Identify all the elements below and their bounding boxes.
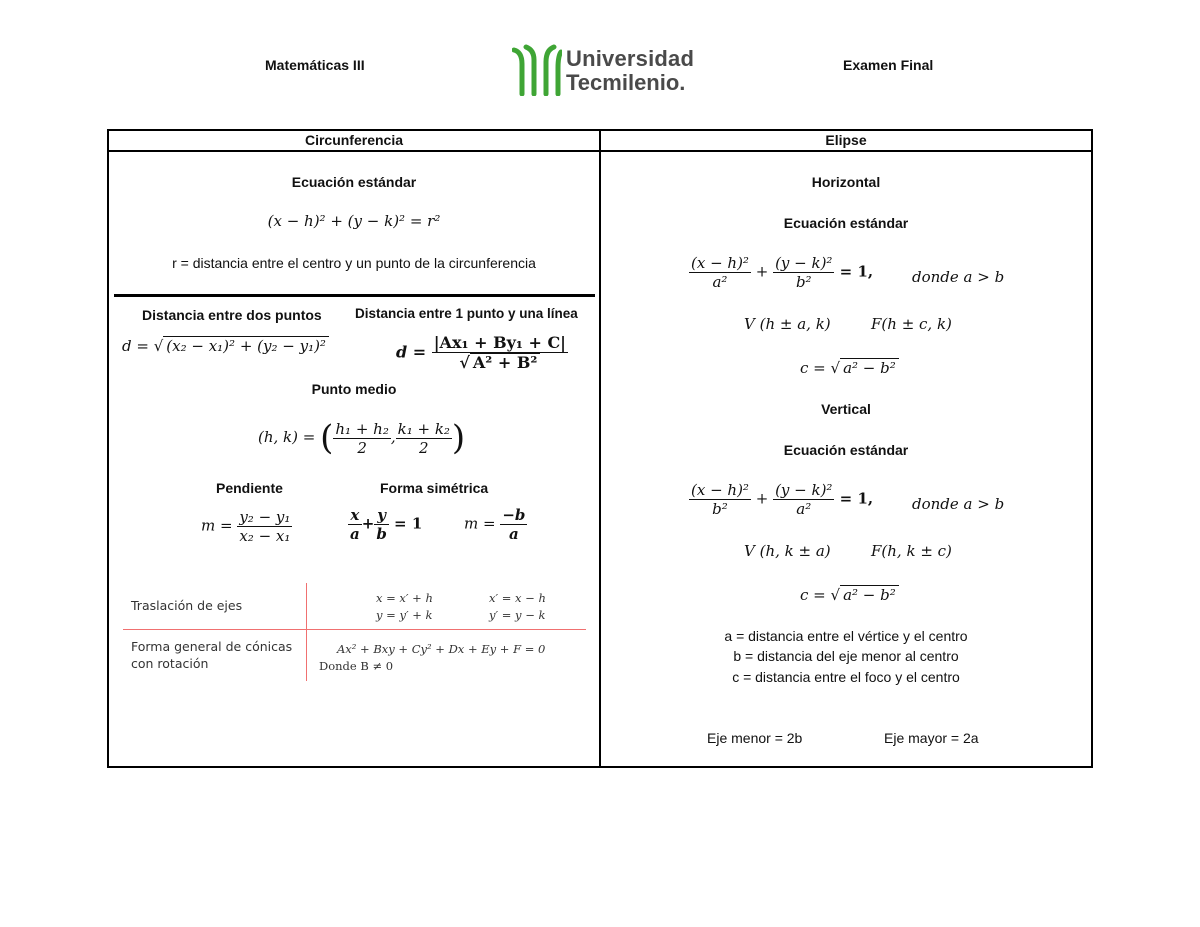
translation-x: x = x′ + h	[376, 591, 433, 605]
h-num-y: (y − k)²	[775, 254, 833, 272]
distance-formula: d = √ (x₂ − x₁)² + (y₂ − y₁)²	[122, 336, 329, 355]
h-den-y: b²	[795, 273, 812, 291]
horizontal-title: Horizontal	[811, 174, 881, 190]
translation-xprime: x′ = x − h	[489, 591, 546, 605]
v-c-radicand: a² − b²	[840, 585, 899, 604]
slope-denominator: x₂ − x₁	[239, 527, 291, 545]
midpoint-den-k: 2	[418, 438, 429, 457]
midpoint-lhs: (h, k) =	[258, 428, 321, 446]
sym-a: a	[350, 525, 360, 543]
midpoint-num-k: k₁ + k₂	[397, 419, 450, 438]
sym-slope-den: a	[508, 525, 519, 543]
circ-std-label: Ecuación estándar	[291, 174, 417, 190]
translation-y: y = y′ + k	[376, 608, 433, 622]
translation-label: Traslación de ejes	[131, 598, 243, 613]
definition-b: b = distancia del eje menor al centro	[733, 648, 959, 664]
midpoint-title: Punto medio	[311, 381, 397, 397]
v-num-x: (x − h)²	[691, 481, 749, 499]
major-axis: Eje mayor = 2a	[884, 730, 979, 746]
v-den-x: b²	[712, 500, 728, 518]
horizontal-c-formula: c = √ a² − b²	[800, 358, 899, 377]
midpoint-den-h: 2	[357, 438, 367, 457]
vertical-title: Vertical	[821, 401, 871, 417]
logo-line-2: Tecmilenio.	[566, 70, 686, 95]
h-c-lhs: c =	[800, 359, 831, 377]
radius-definition: r = distancia entre el centro y un punto de la circunferencia	[172, 255, 536, 271]
sym-slope-num: −b	[502, 506, 526, 524]
distance-two-points-title: Distancia entre dos puntos	[142, 307, 322, 323]
h-rhs: = 1,	[834, 262, 874, 281]
horizontal-ellipse-equation: $\frac{\text{(x − h)²}}{\text{a²}}$ + $\frac{\text{(y − k)²}}{\text{b²}}$ = 1,	[691, 254, 874, 291]
course-title: Matemáticas III	[265, 57, 365, 73]
point-line-numerator: |Ax₁ + By₁ + C|	[433, 333, 566, 352]
symmetric-form-formula: $\frac{x}{a}$ + $\frac{y}{b}$ = 1	[350, 506, 423, 543]
sym-slope-lhs: m =	[464, 514, 501, 533]
horizontal-vertices: V (h ± a, k)	[744, 315, 831, 333]
midpoint-formula: (h, k) = ( $\frac{\text{h₁ + h₂}}{2}$ , $\frac{\text{k₁ + k₂}}{2}$ )	[258, 418, 466, 458]
exam-title: Examen Final	[843, 57, 934, 73]
logo-line-1: Universidad	[566, 46, 695, 71]
general-conic-condition: Donde B ≠ 0	[319, 659, 394, 673]
section-separator	[114, 294, 595, 297]
translation-table	[123, 583, 586, 681]
translation-table-col-line	[306, 583, 307, 681]
elipse-header: Elipse	[825, 132, 867, 148]
point-line-lhs: d =	[396, 342, 432, 362]
translation-table-row-line	[123, 629, 586, 630]
v-num-y: (y − k)²	[775, 481, 833, 499]
sym-x: x	[348, 506, 362, 525]
horizontal-foci: F(h ± c, k)	[871, 315, 952, 333]
h-num-x: (x − h)²	[691, 254, 749, 272]
v-rhs: = 1,	[834, 489, 874, 508]
horizontal-condition: donde a > b	[912, 268, 1005, 286]
header-row-divider	[107, 150, 1093, 152]
point-line-radicand: A² + B²	[470, 353, 541, 372]
symmetric-slope-formula	[464, 506, 527, 543]
elip-std-label-vertical: Ecuación estándar	[783, 442, 909, 458]
general-conic-label-1: Forma general de cónicas	[131, 639, 293, 654]
point-line-denominator: √ A² + B²	[432, 353, 568, 372]
slope-numerator: y₂ − y₁	[239, 508, 291, 526]
general-conic-label-2: con rotación	[131, 656, 209, 671]
slope-formula	[201, 508, 292, 545]
definition-c: c = distancia entre el foco y el centro	[732, 669, 960, 685]
circ-std-equation: (x − h)² + (y − k)² = r²	[267, 212, 441, 230]
vertical-ellipse-equation: $\frac{\text{(x − h)²}}{\text{b²}}$ + $\frac{\text{(y − k)²}}{\text{a²}}$ = 1,	[691, 481, 874, 518]
translation-yprime: y′ = y − k	[489, 608, 546, 622]
vertical-vertices: V (h, k ± a)	[744, 542, 831, 560]
vertical-condition: donde a > b	[912, 495, 1005, 513]
circunferencia-header: Circunferencia	[304, 132, 404, 148]
v-den-y: a²	[796, 500, 812, 518]
h-c-radicand: a² − b²	[840, 358, 899, 377]
h-den-x: a²	[712, 273, 728, 291]
midpoint-num-h: h₁ + h₂	[335, 419, 389, 438]
symmetric-form-title: Forma simétrica	[380, 480, 489, 496]
slope-title: Pendiente	[216, 480, 283, 496]
vertical-foci: F(h, k ± c)	[871, 542, 952, 560]
point-line-formula	[396, 334, 568, 372]
slope-lhs: m =	[201, 516, 238, 535]
definition-a: a = distancia entre el vértice y el centro	[724, 628, 968, 644]
general-conic-equation: Ax² + Bxy + Cy² + Dx + Ey + F = 0	[337, 642, 546, 656]
distance-radicand: (x₂ − x₁)² + (y₂ − y₁)²	[163, 336, 329, 355]
distance-lhs: d =	[122, 337, 154, 355]
tecmilenio-wheat-logo-icon	[512, 44, 562, 96]
vertical-c-formula: c = √ a² − b²	[800, 585, 899, 604]
sym-b: b	[376, 525, 387, 543]
sym-rhs: = 1	[388, 514, 423, 533]
minor-axis: Eje menor = 2b	[707, 730, 803, 746]
distance-point-line-title: Distancia entre 1 punto y una línea	[355, 306, 578, 321]
elip-std-label-horizontal: Ecuación estándar	[783, 215, 909, 231]
sym-y: y	[374, 506, 389, 525]
v-c-lhs: c =	[800, 586, 831, 604]
university-logo	[512, 44, 702, 98]
